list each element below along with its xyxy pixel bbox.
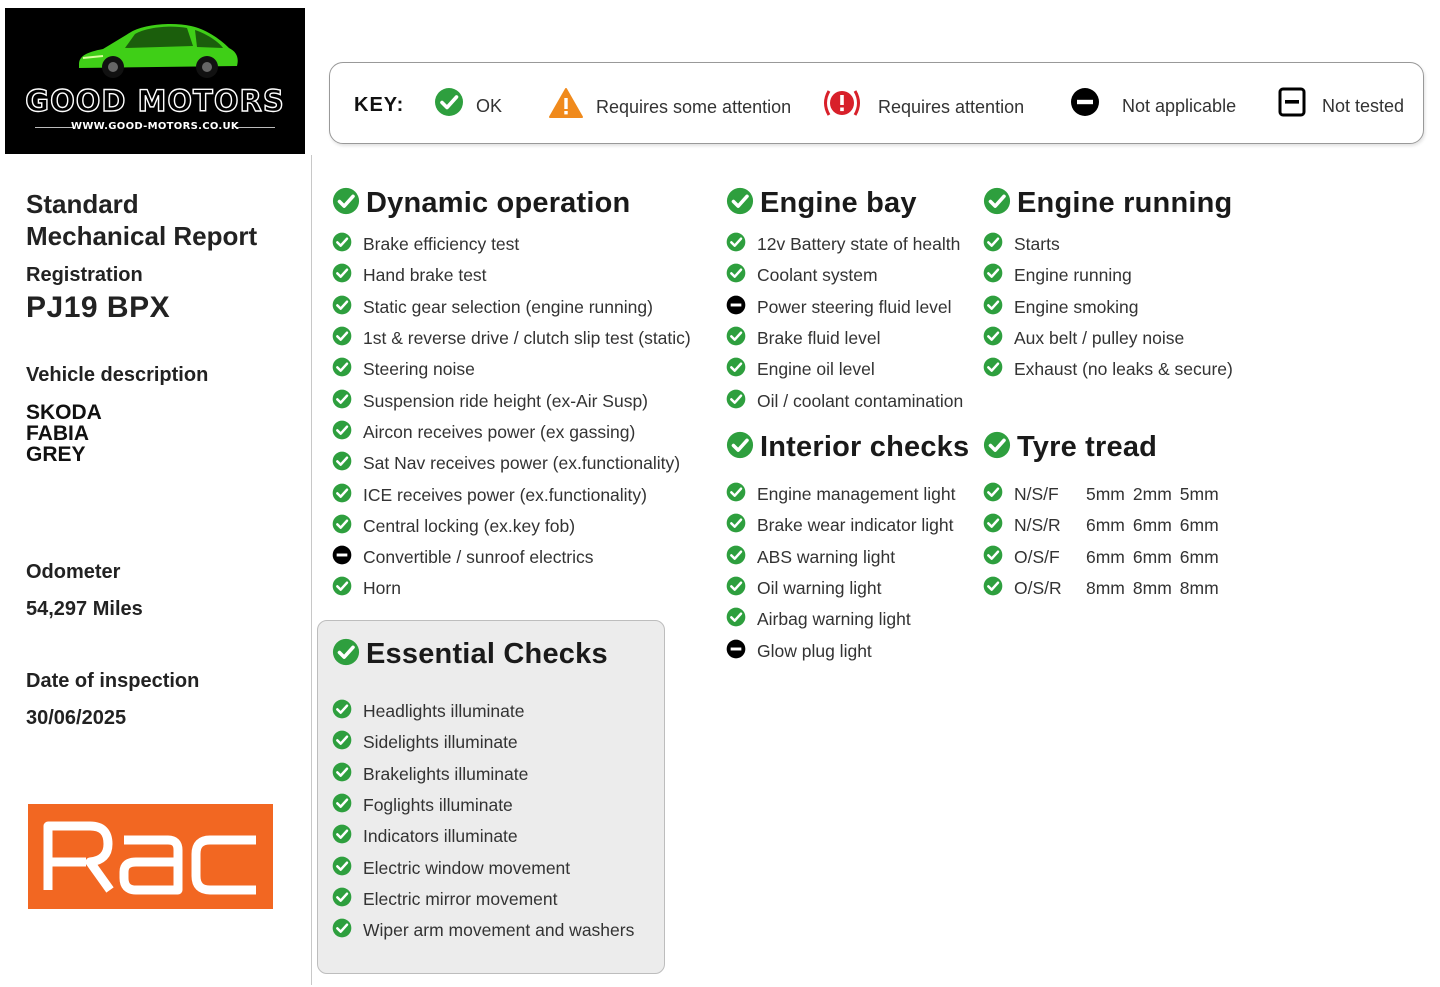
section-header (726, 429, 969, 465)
check-icon (332, 451, 352, 476)
check-icon (332, 824, 352, 849)
section-header (983, 429, 1227, 465)
key-title: KEY: (354, 94, 405, 116)
check-icon (332, 762, 352, 787)
check-label: Wiper arm movement and washers (363, 920, 635, 941)
check-item (332, 479, 691, 510)
check-item (332, 354, 691, 385)
check-item (983, 229, 1233, 260)
key-item-attention (822, 87, 1024, 119)
tyre-row (983, 542, 1227, 573)
check-icon (332, 420, 352, 445)
tread-depth: 5mm (1086, 484, 1125, 505)
check-item (332, 727, 634, 758)
check-item (332, 852, 634, 883)
check-icon (332, 918, 352, 943)
check-icon (983, 295, 1003, 320)
check-icon (726, 232, 746, 257)
check-label: Headlights illuminate (363, 701, 525, 722)
section-title: Essential Checks (366, 637, 608, 670)
minus-circle-icon (726, 295, 746, 320)
check-item (332, 229, 691, 260)
check-label: Brake fluid level (757, 328, 881, 349)
check-icon (726, 545, 746, 570)
check-label: Brake efficiency test (363, 234, 520, 255)
check-item (983, 260, 1233, 291)
good-motors-logo (5, 8, 305, 154)
section-title: Engine running (1017, 186, 1233, 219)
key-item-not-applicable (1070, 87, 1236, 117)
check-icon (983, 263, 1003, 288)
check-icon (983, 431, 1011, 464)
check-label: 1st & reverse drive / clutch slip test (static) (363, 328, 691, 349)
vehicle-description (26, 402, 102, 465)
check-item (726, 604, 969, 635)
key-label: Not applicable (1122, 95, 1237, 116)
tread-depth: 6mm (1086, 546, 1125, 567)
report-title-line2: Mechanical Report (26, 221, 258, 251)
check-icon (983, 187, 1011, 220)
tread-depth: 6mm (1179, 515, 1219, 536)
tyre-row (983, 479, 1227, 510)
check-label: Brake wear indicator light (757, 515, 954, 536)
check-label: Hand brake test (363, 265, 487, 286)
section-title: Interior checks (760, 430, 970, 463)
check-icon (332, 576, 352, 601)
check-label: Steering noise (363, 359, 475, 380)
check-icon (332, 638, 360, 671)
status-key (329, 62, 1424, 144)
check-icon (726, 513, 746, 538)
check-item (726, 635, 969, 666)
check-label: Static gear selection (engine running) (363, 296, 653, 317)
check-label: Exhaust (no leaks & secure) (1014, 359, 1233, 380)
check-label: Power steering fluid level (757, 296, 952, 317)
check-label: Electric window movement (363, 857, 571, 878)
check-item (726, 354, 963, 385)
odometer-value: 54,297 Miles (26, 598, 143, 620)
minus-square-icon (1278, 87, 1306, 117)
check-label: Engine oil level (757, 359, 875, 380)
check-label: Aircon receives power (ex gassing) (363, 421, 636, 442)
check-item (332, 417, 691, 448)
section-dynamic-operation (332, 185, 691, 605)
registration-value: PJ19 BPX (26, 291, 171, 324)
rac-logo-mark (28, 804, 273, 909)
check-list (332, 696, 634, 946)
key-item-ok (434, 87, 502, 117)
check-icon (726, 607, 746, 632)
panel-divider (311, 155, 312, 985)
check-icon (434, 87, 464, 117)
tread-depth: 8mm (1086, 578, 1125, 599)
check-item (726, 479, 969, 510)
check-item (983, 354, 1233, 385)
check-icon (332, 232, 352, 257)
vehicle-colour: GREY (26, 443, 86, 466)
check-label: Foglights illuminate (363, 795, 513, 816)
check-list (726, 479, 969, 667)
check-label: Sidelights illuminate (363, 732, 518, 753)
tyre-position: O/S/R (1014, 578, 1062, 599)
check-icon (332, 514, 352, 539)
check-icon (983, 513, 1003, 538)
check-label: Airbag warning light (757, 609, 911, 630)
check-icon (983, 326, 1003, 351)
check-item (332, 323, 691, 354)
check-item (332, 696, 634, 727)
section-header (332, 636, 634, 672)
check-icon (983, 357, 1003, 382)
check-label: Brakelights illuminate (363, 763, 529, 784)
check-list (983, 229, 1233, 385)
tread-depth: 8mm (1179, 578, 1219, 599)
check-item (726, 510, 969, 541)
check-label: Central locking (ex.key fob) (363, 515, 576, 536)
check-item (983, 323, 1233, 354)
check-icon (726, 263, 746, 288)
car-icon (73, 12, 243, 84)
alert-circle-icon (822, 87, 862, 119)
check-icon (332, 699, 352, 724)
minus-circle-icon (332, 545, 352, 570)
brand-name: GOOD MOTORS (25, 84, 285, 118)
section-title: Dynamic operation (366, 186, 631, 219)
check-icon (332, 793, 352, 818)
check-icon (983, 545, 1003, 570)
check-item (726, 542, 969, 573)
check-label: Oil / coolant contamination (757, 390, 964, 411)
check-icon (332, 887, 352, 912)
section-essential-checks (332, 636, 634, 946)
key-item-some-attention (548, 87, 791, 119)
check-label: Sat Nav receives power (ex.functionality) (363, 453, 681, 474)
check-item (332, 790, 634, 821)
check-item (726, 229, 963, 260)
check-label: Horn (363, 578, 401, 599)
check-item (332, 385, 691, 416)
check-icon (726, 576, 746, 601)
check-label: Engine smoking (1014, 296, 1139, 317)
check-icon (332, 389, 352, 414)
check-icon (332, 295, 352, 320)
tread-depth: 6mm (1132, 546, 1172, 567)
check-icon (726, 389, 746, 414)
minus-circle-icon (1070, 87, 1100, 117)
key-label: OK (476, 95, 503, 116)
check-label: Glow plug light (757, 640, 872, 661)
check-label: Indicators illuminate (363, 826, 518, 847)
vehicle-make: SKODA (26, 401, 102, 424)
vehicle-model: FABIA (26, 422, 89, 445)
key-item-not-tested (1278, 87, 1404, 117)
tyre-position: N/S/R (1014, 515, 1061, 536)
check-item (332, 915, 634, 946)
tread-depth: 8mm (1132, 578, 1172, 599)
check-icon (983, 576, 1003, 601)
check-icon (726, 357, 746, 382)
check-label: Engine running (1014, 265, 1132, 286)
section-tyre-tread (983, 429, 1227, 604)
check-item (726, 323, 963, 354)
tyre-position: O/S/F (1014, 546, 1060, 567)
check-icon (332, 187, 360, 220)
check-icon (332, 357, 352, 382)
section-title: Tyre tread (1017, 430, 1158, 463)
check-label: Oil warning light (757, 578, 882, 599)
check-label: Convertible / sunroof electrics (363, 547, 594, 568)
check-item (726, 573, 969, 604)
check-label: Aux belt / pulley noise (1014, 328, 1185, 349)
check-item (332, 573, 691, 604)
check-icon (332, 856, 352, 881)
tyre-position: N/S/F (1014, 484, 1059, 505)
section-engine-bay (726, 185, 963, 417)
minus-circle-icon (726, 639, 746, 664)
report-title-line1: Standard (26, 189, 139, 219)
section-header (332, 185, 691, 221)
tyre-list (983, 479, 1227, 604)
key-label: Requires attention (878, 96, 1025, 117)
tread-depth: 5mm (1179, 484, 1219, 505)
check-label: Starts (1014, 234, 1060, 255)
check-list (726, 229, 963, 417)
check-icon (726, 482, 746, 507)
check-icon (983, 482, 1003, 507)
check-icon (726, 431, 754, 464)
check-icon (983, 232, 1003, 257)
vehicle-description-label: Vehicle description (26, 364, 209, 386)
odometer-label: Odometer (26, 561, 121, 583)
key-label: Requires some attention (596, 96, 792, 117)
check-item (983, 292, 1233, 323)
check-item (332, 821, 634, 852)
tread-depth: 6mm (1179, 546, 1219, 567)
date-label: Date of inspection (26, 670, 200, 692)
section-header (726, 185, 963, 221)
check-label: Engine management light (757, 484, 956, 505)
check-item (726, 385, 963, 416)
tread-depth: 6mm (1132, 515, 1172, 536)
check-label: Electric mirror movement (363, 888, 558, 909)
check-label: Suspension ride height (ex-Air Susp) (363, 390, 649, 411)
tyre-row (983, 573, 1227, 604)
check-icon (332, 263, 352, 288)
warning-triangle-icon (548, 87, 584, 119)
check-icon (726, 187, 754, 220)
check-item (726, 260, 963, 291)
check-label: Coolant system (757, 265, 878, 286)
check-icon (332, 730, 352, 755)
section-interior-checks (726, 429, 969, 667)
check-item (332, 759, 634, 790)
check-item (332, 292, 691, 323)
check-item (726, 292, 963, 323)
check-item (332, 448, 691, 479)
tread-depth: 6mm (1086, 515, 1125, 536)
section-engine-running (983, 185, 1233, 385)
tyre-row (983, 510, 1227, 541)
date-value: 30/06/2025 (26, 707, 127, 729)
section-title: Engine bay (760, 186, 917, 219)
check-label: ICE receives power (ex.functionality) (363, 484, 647, 505)
rac-logo (28, 804, 273, 909)
check-item (332, 511, 691, 542)
check-list (332, 229, 691, 605)
check-item (332, 260, 691, 291)
check-icon (332, 483, 352, 508)
check-icon (332, 326, 352, 351)
report-title (26, 188, 257, 252)
check-label: 12v Battery state of health (757, 234, 961, 255)
check-item (332, 884, 634, 915)
section-header (983, 185, 1233, 221)
check-label: ABS warning light (757, 546, 896, 567)
brand-url: WWW.GOOD-MOTORS.CO.UK (71, 121, 239, 132)
check-icon (726, 326, 746, 351)
key-label: Not tested (1322, 95, 1405, 116)
tread-depth: 2mm (1132, 484, 1172, 505)
registration-label: Registration (26, 264, 143, 286)
check-item (332, 542, 691, 573)
